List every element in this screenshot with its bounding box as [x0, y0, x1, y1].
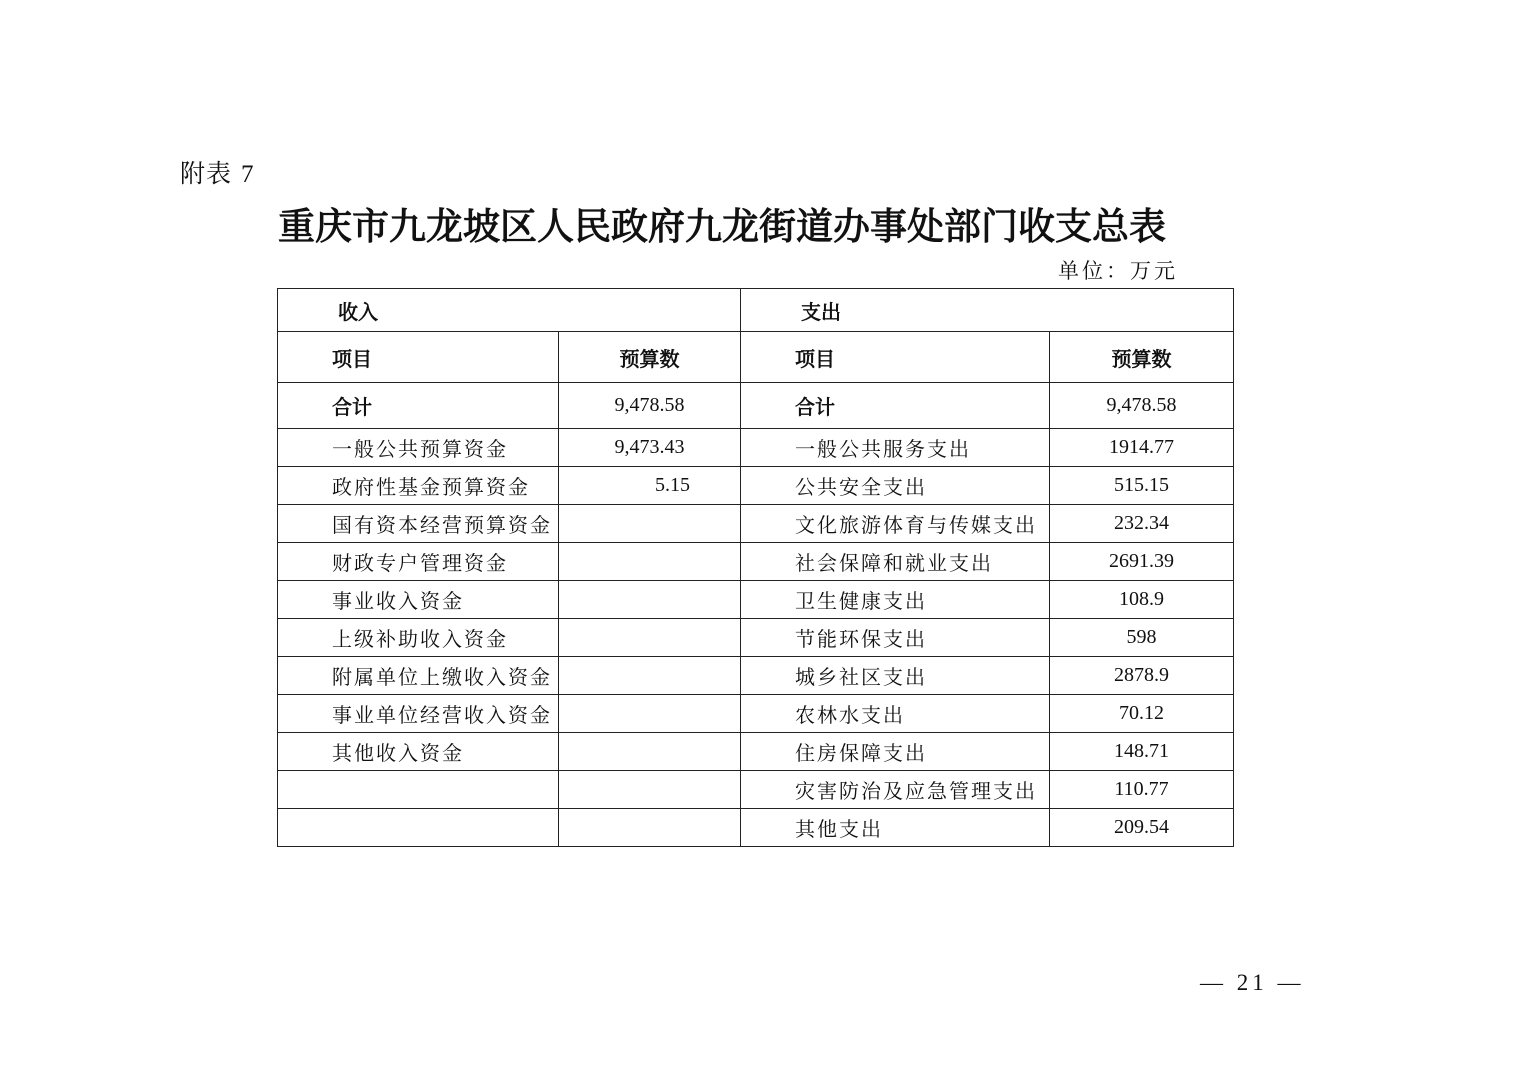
- income-item-cell: 国有资本经营预算资金: [278, 505, 559, 543]
- income-item-cell: 其他收入资金: [278, 733, 559, 771]
- income-total-amount: 9,478.58: [559, 383, 741, 429]
- income-amount-cell: [559, 695, 741, 733]
- expense-item-cell: 文化旅游体育与传媒支出: [741, 505, 1050, 543]
- income-section-label: 收入: [278, 289, 741, 332]
- expenditure-section-label: 支出: [741, 289, 1234, 332]
- table-row: [278, 733, 1234, 771]
- income-amount-cell: [559, 809, 741, 847]
- table-row: [278, 467, 1234, 505]
- expense-item-cell: 社会保障和就业支出: [741, 543, 1050, 581]
- income-amount-cell: 9,473.43: [559, 429, 741, 467]
- unit-note: 单位：万元: [1058, 259, 1178, 283]
- table-row: [278, 771, 1234, 809]
- income-item-cell: 附属单位上缴收入资金: [278, 657, 559, 695]
- expense-amount-cell: 515.15: [1050, 467, 1234, 505]
- expense-item-cell: 节能环保支出: [741, 619, 1050, 657]
- expense-amount-cell: 70.12: [1050, 695, 1234, 733]
- income-item-cell: 一般公共预算资金: [278, 429, 559, 467]
- expense-amount-header: 预算数: [1050, 332, 1234, 383]
- budget-summary-table: [277, 288, 1234, 847]
- expense-item-cell: 住房保障支出: [741, 733, 1050, 771]
- table-row: [278, 505, 1234, 543]
- income-item-cell: 政府性基金预算资金: [278, 467, 559, 505]
- table-row: [278, 657, 1234, 695]
- table-row: [278, 619, 1234, 657]
- income-amount-cell: [559, 619, 741, 657]
- expense-item-header: 项目: [741, 332, 1050, 383]
- expense-item-cell: 公共安全支出: [741, 467, 1050, 505]
- income-amount-cell: [559, 505, 741, 543]
- expense-item-cell: 一般公共服务支出: [741, 429, 1050, 467]
- expense-total-label: 合计: [741, 383, 1050, 429]
- table-row: [278, 543, 1234, 581]
- income-amount-cell: [559, 657, 741, 695]
- table-row: [278, 581, 1234, 619]
- expense-item-cell: 其他支出: [741, 809, 1050, 847]
- column-header-row: [278, 332, 1234, 383]
- expense-item-cell: 卫生健康支出: [741, 581, 1050, 619]
- expense-amount-cell: 108.9: [1050, 581, 1234, 619]
- table-row: [278, 809, 1234, 847]
- expense-item-cell: 城乡社区支出: [741, 657, 1050, 695]
- attachment-label: [180, 154, 254, 190]
- expense-amount-cell: 2691.39: [1050, 543, 1234, 581]
- expense-amount-cell: 148.71: [1050, 733, 1234, 771]
- expense-amount-cell: 110.77: [1050, 771, 1234, 809]
- attachment-label-text: 附表: [180, 159, 233, 188]
- expense-item-cell: 农林水支出: [741, 695, 1050, 733]
- income-item-cell: 财政专户管理资金: [278, 543, 559, 581]
- income-item-cell: 上级补助收入资金: [278, 619, 559, 657]
- page-number: — 21 —: [1200, 970, 1305, 995]
- income-item-cell: [278, 771, 559, 809]
- income-item-header: 项目: [278, 332, 559, 383]
- income-item-cell: 事业单位经营收入资金: [278, 695, 559, 733]
- table-row: [278, 429, 1234, 467]
- income-amount-cell: [559, 771, 741, 809]
- expense-amount-cell: 598: [1050, 619, 1234, 657]
- income-item-cell: 事业收入资金: [278, 581, 559, 619]
- income-total-label: 合计: [278, 383, 559, 429]
- section-header-row: [278, 289, 1234, 332]
- income-amount-cell: [559, 581, 741, 619]
- table-row: [278, 695, 1234, 733]
- expense-amount-cell: 1914.77: [1050, 429, 1234, 467]
- expense-total-amount: 9,478.58: [1050, 383, 1234, 429]
- total-row: [278, 383, 1234, 429]
- expense-item-cell: 灾害防治及应急管理支出: [741, 771, 1050, 809]
- expense-amount-cell: 232.34: [1050, 505, 1234, 543]
- document-title: 重庆市九龙坡区人民政府九龙街道办事处部门收支总表: [278, 204, 1166, 248]
- attachment-number: 7: [240, 161, 255, 188]
- income-amount-header: 预算数: [559, 332, 741, 383]
- expense-amount-cell: 2878.9: [1050, 657, 1234, 695]
- income-amount-cell: [559, 733, 741, 771]
- income-amount-cell: [559, 543, 741, 581]
- income-amount-cell: 5.15: [559, 467, 741, 505]
- expense-amount-cell: 209.54: [1050, 809, 1234, 847]
- income-item-cell: [278, 809, 559, 847]
